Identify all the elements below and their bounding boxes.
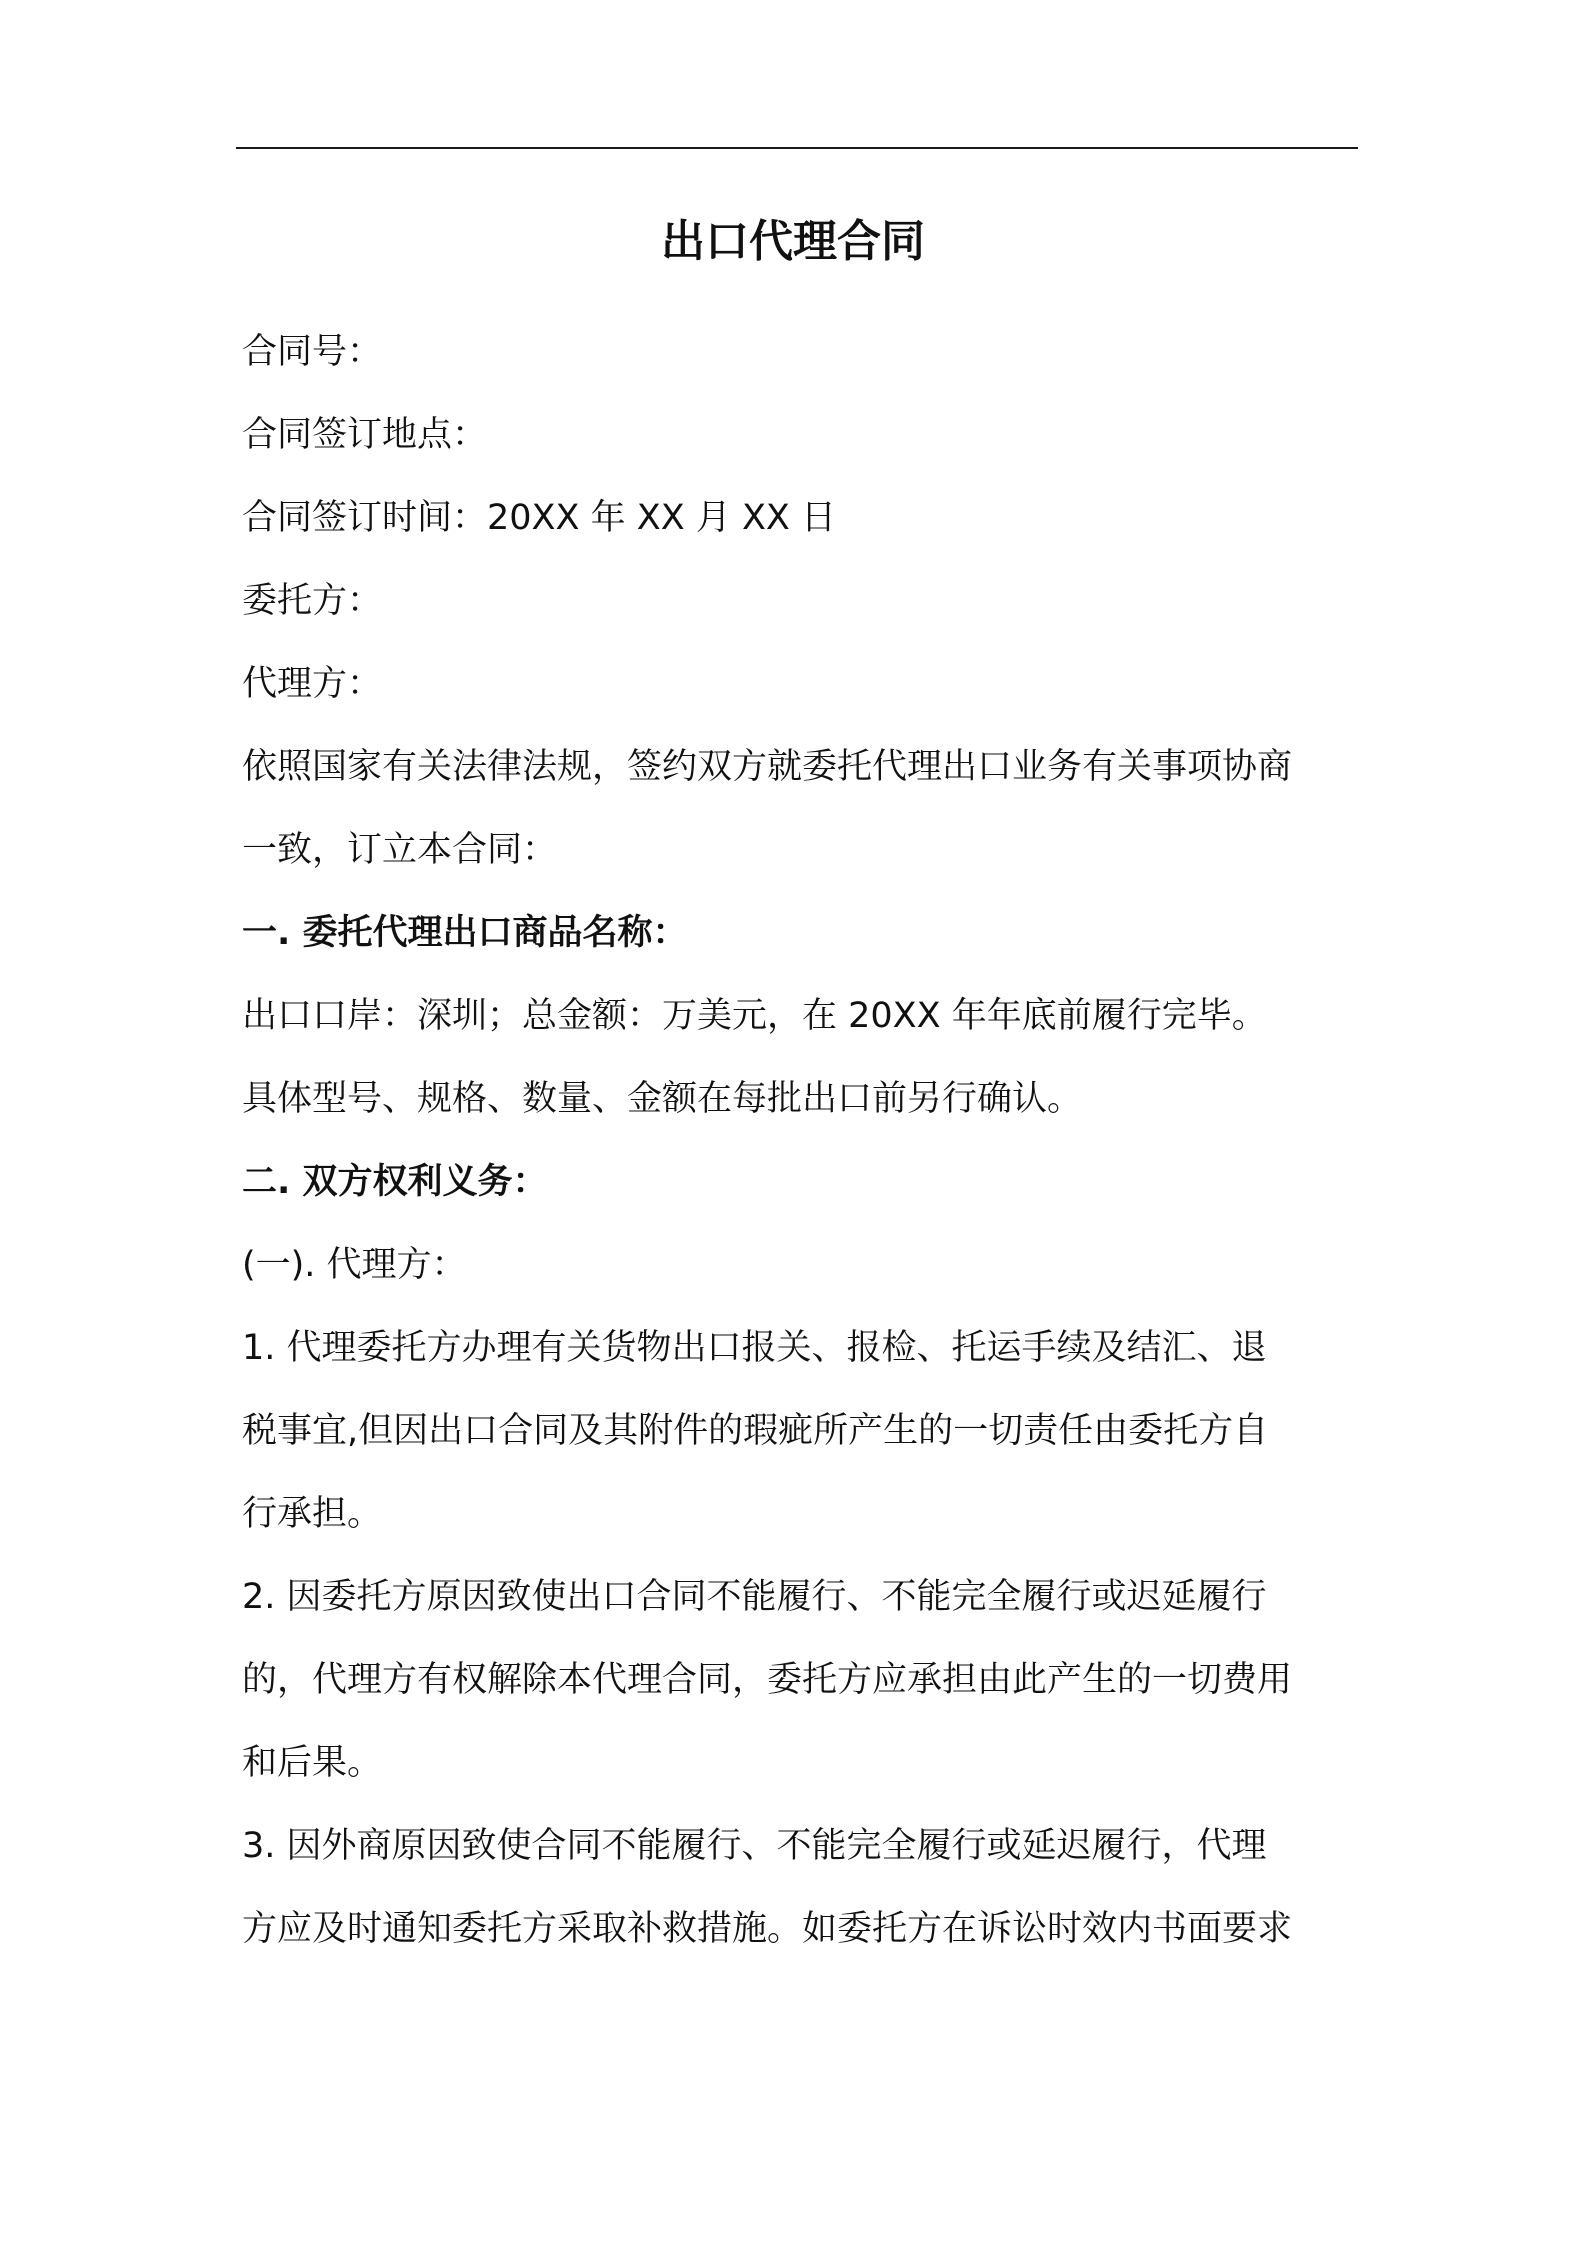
subsection-agent-heading: (一). 代理方： bbox=[242, 1245, 467, 1285]
document-title: 出口代理合同 bbox=[661, 216, 925, 267]
signing-place-line: 合同签订地点： bbox=[242, 415, 488, 455]
clause-1-line-1: 1. 代理委托方办理有关货物出口报关、报检、托运手续及结汇、退 bbox=[242, 1328, 1267, 1368]
clause-1-line-2: 税事宜,但因出口合同及其附件的瑕疵所产生的一切责任由委托方自 bbox=[242, 1411, 1269, 1451]
signing-date-line: 合同签订时间：20XX 年 XX 月 XX 日 bbox=[242, 498, 837, 538]
section-1-heading: 一. 委托代理出口商品名称： bbox=[242, 913, 688, 953]
preamble-line-2: 一致，订立本合同： bbox=[242, 830, 558, 870]
section-1-line-2: 具体型号、规格、数量、金额在每批出口前另行确认。 bbox=[242, 1079, 1083, 1119]
clause-2-line-3: 和后果。 bbox=[242, 1743, 383, 1783]
preamble-line-1: 依照国家有关法律法规，签约双方就委托代理出口业务有关事项协商 bbox=[242, 747, 1293, 787]
clause-1-line-3: 行承担。 bbox=[242, 1494, 383, 1534]
clause-3-line-2: 方应及时通知委托方采取补救措施。如委托方在诉讼时效内书面要求 bbox=[242, 1909, 1293, 1949]
agent-line: 代理方： bbox=[242, 664, 383, 704]
clause-2-line-2: 的，代理方有权解除本代理合同，委托方应承担由此产生的一切费用 bbox=[242, 1660, 1293, 1700]
header-rule bbox=[236, 147, 1358, 149]
section-1-line-1: 出口口岸：深圳；总金额：万美元，在 20XX 年年底前履行完毕。 bbox=[242, 996, 1267, 1036]
principal-line: 委托方： bbox=[242, 581, 383, 621]
contract-number-line: 合同号： bbox=[242, 332, 383, 372]
clause-3-line-1: 3. 因外商原因致使合同不能履行、不能完全履行或延迟履行，代理 bbox=[242, 1826, 1267, 1866]
clause-2-line-1: 2. 因委托方原因致使出口合同不能履行、不能完全履行或迟延履行 bbox=[242, 1577, 1267, 1617]
section-2-heading: 二. 双方权利义务： bbox=[242, 1162, 548, 1202]
